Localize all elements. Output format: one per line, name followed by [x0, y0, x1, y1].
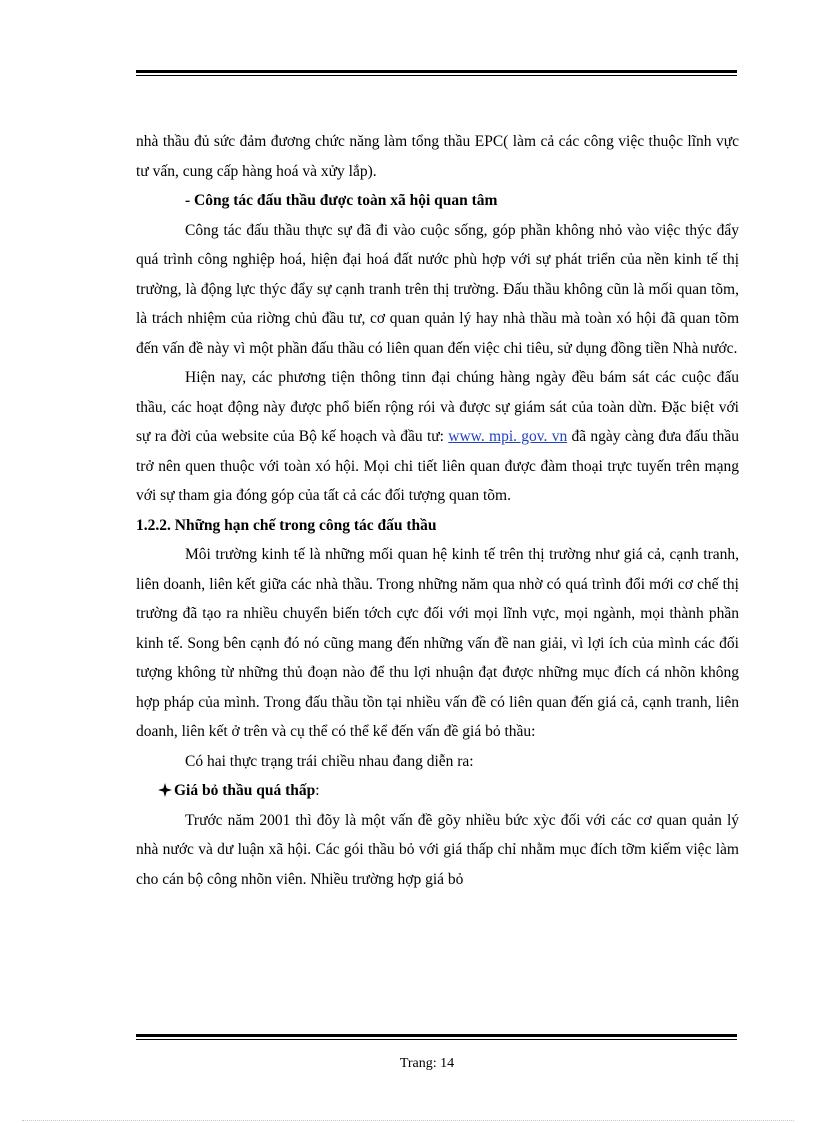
media-text-end: đã ngày càng đưa đấu thầu trở nên quen thuộc với toàn xó hội. Mọi chi tiết liên quan được đàm thoại trực tuyến trên mạng với sự tham gia đóng góp của tất cả các đối tượng quan tõm. [136, 428, 740, 504]
footer-rule-thick [136, 1034, 737, 1037]
bullet-low-bid-label: Giá bỏ thầu quá thấp [174, 782, 316, 799]
header-rule-thick [136, 70, 737, 73]
media-text-start: Hiện nay, các phương tiện thông tinn đại chúng hàng ngày đều bám sát các cuộc đấu thầu, các hoạt động này được phổ biến rộng rói và được sự giám sát của toàn dừn. Đặc biệt với sự ra đời của website của Bộ kế hoạch và đầu tư: [136, 369, 739, 445]
page-label: Trang: [399, 1056, 437, 1071]
page-number: 14 [440, 1056, 455, 1071]
bullet-low-bid-colon: : [315, 782, 320, 799]
header-rule-thin [136, 75, 737, 76]
website-link[interactable]: www. mpi. gov. vn [448, 428, 568, 445]
footer-double-rule [136, 1034, 737, 1040]
paragraph-epc: nhà thầu đủ sức đảm đương chức năng làm tổng thầu EPC( làm cả các công việc thuộc lĩnh vực tư vấn, cung cấp hàng hoá và xửy lắp). [136, 133, 739, 180]
subheading-public-interest: - Công tác đấu thầu được toàn xã hội quan tâm [185, 192, 498, 209]
footer-rule-thin [136, 1039, 737, 1040]
page-body [136, 127, 739, 894]
diamond-bullet-icon [158, 783, 172, 797]
section-heading-1-2-2: 1.2.2. Những hạn chế trong công tác đấu thầu [136, 516, 437, 534]
paragraph-before-2001: Trước năm 2001 thì đõy là một vấn đề gõy nhiều bức xỳc đối với các cơ quan quản lý nhà nước và dư luận xã hội. Các gói thầu bỏ với giá thấp chỉ nhằm mục đích tỡm kiếm việc làm cho cán bộ công nhõn viên. Nhiều trường hợp giá bỏ [136, 811, 739, 888]
paragraph-economic-environment: Môi trường kinh tế là những mối quan hệ kinh tế trên thị trường như giá cả, cạnh tranh, liên doanh, liên kết giữa các nhà thầu. Trong những năm qua nhờ có quá trình đổi mới cơ chế thị trường đã tạo ra nhiều chuyển biến tớch cực đối với mọi lĩnh vực, mọi ngành, mọi thành phần kinh tế. Song bên cạnh đó nó cũng mang đến những vấn đề nan giải, vì lợi ích của mình các đối tượng không từ những thủ đoạn nào để thu lợi nhuận đạt được những mục đích cá nhõn không hợp pháp của mình. Trong đấu thầu tồn tại nhiều vấn đề có liên quan đến giá cả, cạnh tranh, liên doanh, liên kết ở trên và cụ thể có thể kể đến vấn đề giá bỏ thầu: [136, 546, 739, 740]
paragraph-two-realities: Có hai thực trạng trái chiều nhau đang diễn ra: [185, 752, 474, 770]
bullet-low-bid [136, 776, 739, 806]
header-double-rule [136, 70, 737, 76]
page-bottom-edge [22, 1120, 794, 1121]
page-footer [0, 1056, 816, 1072]
paragraph-bidding-life: Công tác đấu thầu thực sự đã đi vào cuộc sống, góp phần không nhỏ vào việc thýc đẩy quá trình công nghiệp hoá, hiện đại hoá đất nước phù hợp với sự phát triển của nền kinh tế thị trường, là động lực thýc đẩy sự cạnh tranh trên thị trường. Đấu thầu không cũn là mối quan tõm, là trách nhiệm của riờng chủ đầu tư, cơ quan quản lý hay nhà thầu mà toàn xó hội đã quan tõm đến vấn đề này vì một phần đấu thầu có liên quan đến việc chi tiêu, sử dụng đồng tiền Nhà nước. [136, 221, 739, 357]
paragraph-media [136, 363, 739, 511]
